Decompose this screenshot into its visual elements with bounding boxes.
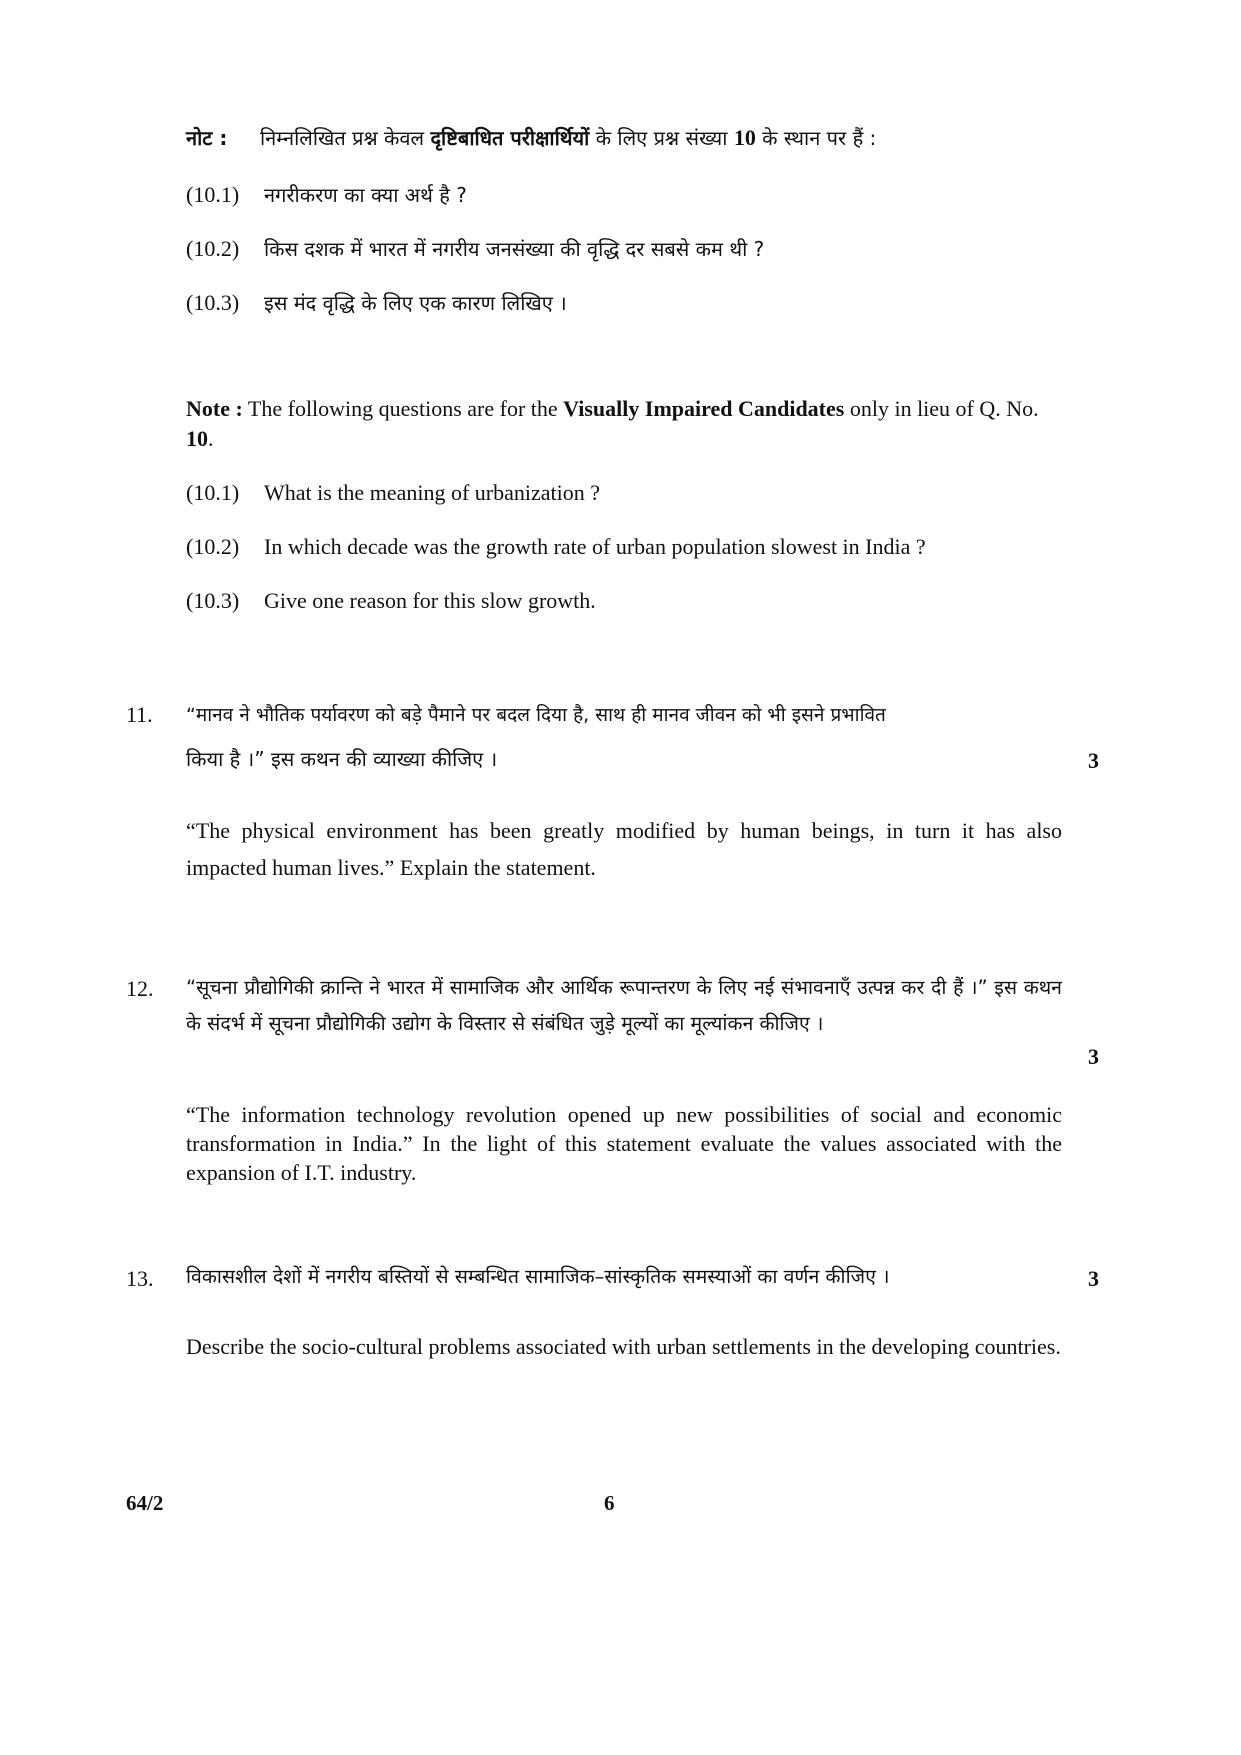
note-english: Note : The following questions are for the Visually Impaired Candidates only in lieu of Q. No. 10. [186, 396, 1039, 451]
question-13-english: Describe the socio-cultural problems associated with urban settlements in the developing countries. [186, 1334, 1061, 1359]
question-11-english: “The physical environment has been greatly modified by human beings, in turn it has also impacted human lives.” Explain the statement. [186, 818, 1062, 880]
question-12-number: 12. [126, 976, 154, 1001]
page-number: 6 [604, 1491, 615, 1515]
note-label-hi: नोट : [186, 126, 228, 150]
question-12-english: “The information technology revolution opened up new possibilities of social and economic transformation in India.” In the light of this statement evaluate the values associated with the expansion of I.T. industry. [186, 1102, 1062, 1185]
sub-question-hi-1: (10.1) नगरीकरण का क्या अर्थ है ? [186, 182, 467, 207]
sub-question-hi-3: (10.3) इस मंद वृद्धि के लिए एक कारण लिखिए । [186, 290, 567, 315]
sub-question-en-2: (10.2) In which decade was the growth rate of urban population slowest in India ? [186, 534, 926, 559]
question-13-hindi: विकासशील देशों में नगरीय बस्तियों से सम्बन्धित सामाजिक–सांस्कृतिक समस्याओं का वर्णन कीजिए । [186, 1265, 890, 1288]
sub-question-hi-2: (10.2) किस दशक में भारत में नगरीय जनसंख्या की वृद्धि दर सबसे कम थी ? [186, 236, 765, 261]
question-11-number: 11. [126, 702, 153, 727]
question-11-hindi-line2: किया है ।” इस कथन की व्याख्या कीजिए । [186, 747, 498, 771]
question-12-marks: 3 [1088, 1044, 1099, 1069]
question-13-number: 13. [126, 1266, 154, 1291]
paper-code: 64/2 [126, 1491, 164, 1515]
sub-question-en-1: (10.1) What is the meaning of urbanization ? [186, 480, 600, 505]
question-11-hindi-line1: “मानव ने भौतिक पर्यावरण को बड़े पैमाने पर बदल दिया है, साथ ही मानव जीवन को भी इसने प्रभावित [186, 704, 886, 726]
note-hindi: नोट : निम्नलिखित प्रश्न केवल दृष्टिबाधित परीक्षार्थियों के लिए प्रश्न संख्या 10 के स्थान पर हैं : [186, 125, 877, 150]
sub-question-en-3: (10.3) Give one reason for this slow growth. [186, 588, 596, 613]
question-13-marks: 3 [1088, 1266, 1099, 1291]
question-12-hindi: “सूचना प्रौद्योगिकी क्रान्ति ने भारत में सामाजिक और आर्थिक रूपान्तरण के लिए नई संभावनाएँ उत्पन्न कर दी हैं ।” इस कथन के संदर्भ में सूचना प्रौद्योगिकी उद्योग के विस्तार से संबंधित जुड़े मूल्यों का मूल्यांकन कीजिए । [186, 976, 1062, 1035]
question-11-marks: 3 [1088, 748, 1099, 773]
